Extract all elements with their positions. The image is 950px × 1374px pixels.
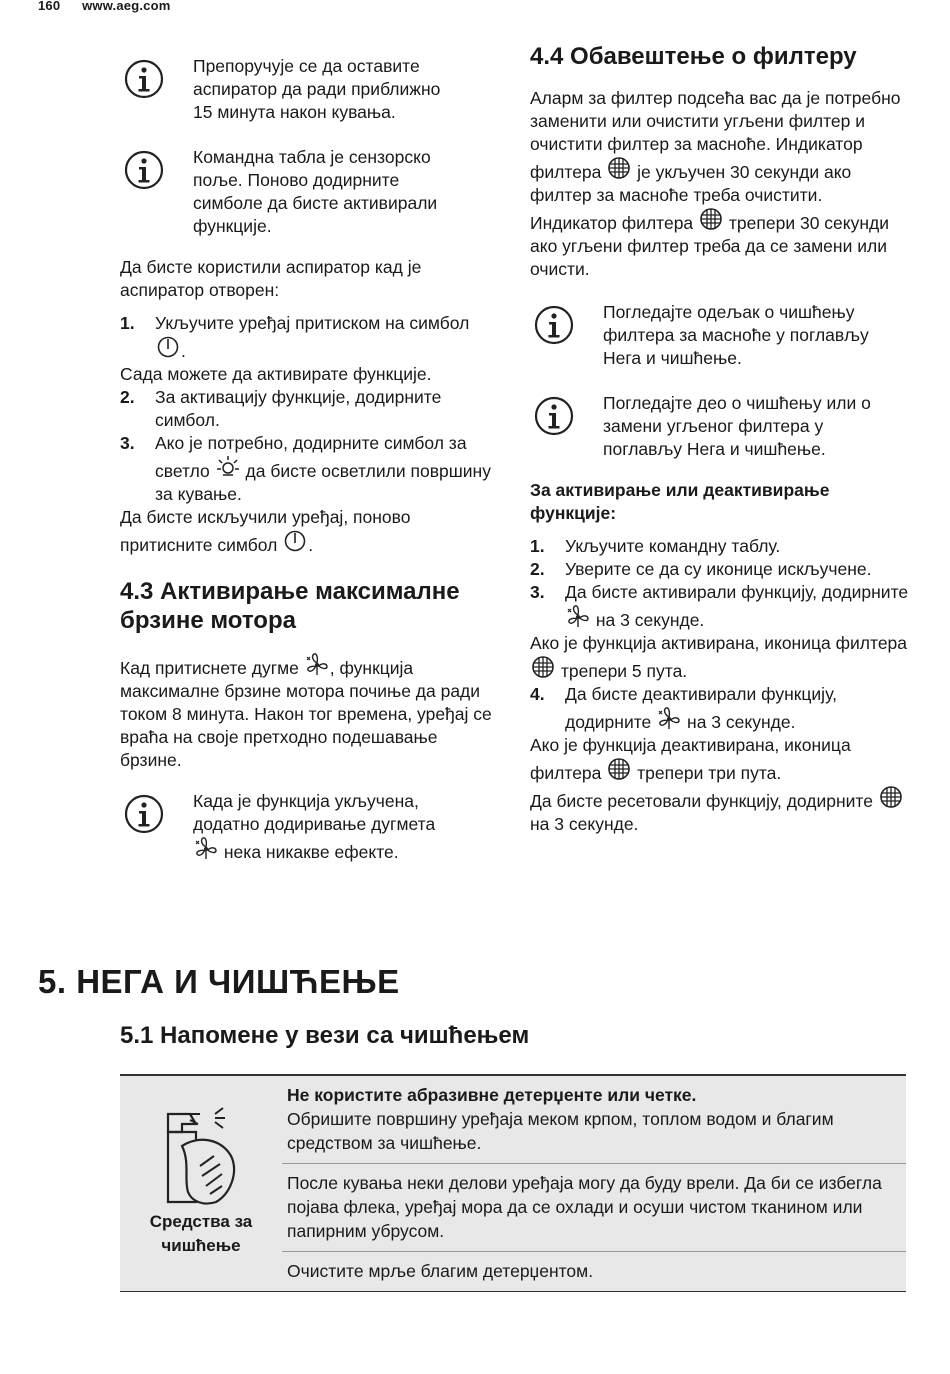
off-text-body: Да бисте искључили уређај, поново притисните симбол	[120, 507, 411, 555]
step-number: 2.	[530, 559, 545, 579]
filter-icon	[607, 156, 631, 180]
section-heading-5-1: 5.1 Напомене у вези са чишћењем	[120, 1022, 530, 1049]
note-text: Погледајте део о чишћењу или о замени угљеног филтера у поглављу Нега и чишћење.	[603, 393, 871, 459]
off-text: Да бисте искључили уређај, поново притисните симбол .	[120, 507, 411, 555]
info-note	[120, 146, 500, 238]
paragraph-text: Кад притиснете дугме	[120, 658, 299, 678]
list-item	[530, 535, 910, 558]
cleaning-agent-cell	[120, 1076, 282, 1291]
step-note	[530, 734, 910, 785]
info-note	[120, 55, 500, 124]
row-text: Обришите површину уређаја меком крпом, топлом водом и благим средством за чишћење.	[287, 1109, 834, 1153]
step-number: 1.	[530, 536, 545, 556]
site-url: www.aeg.com	[82, 0, 171, 13]
step-text: Да бисте активирали функцију, додирните	[565, 582, 909, 602]
step-number: 3.	[530, 582, 545, 602]
paragraph	[120, 652, 500, 772]
step-text: да бисте осветлили површину за кување.	[155, 461, 491, 504]
cleaning-spray-icon	[160, 1106, 240, 1206]
list-item	[120, 432, 500, 506]
step-text: Ако је потребно, додирните симбол за светло	[155, 433, 467, 481]
page-number: 160	[38, 0, 61, 13]
note-text: Погледајте одељак о чишћењу филтера за масноће у поглављу Нега и чишћење.	[603, 302, 869, 368]
right-column	[530, 42, 910, 836]
filter-icon	[699, 207, 723, 231]
info-note	[530, 301, 910, 370]
table-row	[282, 1164, 906, 1252]
fan-boost-icon	[566, 604, 590, 628]
paragraph-text: је укључен 30 секунди ако филтер за масноће треба очистити. Индикатор филтера	[530, 162, 852, 233]
step-text: на 3 секунде.	[595, 610, 705, 630]
step-note: Сада можете да активирате функције.	[120, 364, 432, 384]
step-number: 2.	[120, 387, 135, 407]
paragraph-text: , функција максималне брзине мотора почиње да ради током 8 минута. Након тог времена, уређај се враћа на своје претходно подешавање брзине.	[120, 658, 492, 770]
fan-boost-icon	[194, 836, 218, 860]
note-text: нека никакве ефекте.	[223, 842, 399, 862]
filter-icon	[607, 757, 631, 781]
step-note-text: Ако је функција деактивирана, иконица филтера	[530, 735, 851, 783]
info-icon	[124, 794, 164, 834]
step-text: Уверите се да су иконице искључене.	[565, 559, 872, 579]
step-number: 4.	[530, 684, 545, 704]
step-note	[530, 632, 910, 683]
power-icon	[283, 529, 307, 553]
info-icon	[534, 396, 574, 436]
power-icon	[156, 335, 180, 359]
left-column	[120, 55, 500, 864]
chapter-title: 5. НЕГА И ЧИШЋЕЊЕ	[38, 963, 400, 1000]
step-note-text: трепери 5 пута.	[560, 661, 688, 681]
paragraph-text: Аларм за филтер подсећа вас да је потребно заменити или очистити угљени филтер и очистити филтер за масноће. Индикатор филтера	[530, 88, 901, 182]
step-text: Да бисте деактивирали функцију, додирните	[565, 684, 837, 732]
page-header	[38, 0, 189, 13]
note-text: Препоручује се да оставите аспиратор да ради приближно 15 минута након кувања.	[193, 56, 441, 122]
step-text: За активацију функције, додирните симбол.	[155, 387, 442, 430]
list-item: 1. Укључите уређај притиском на симбол .	[120, 313, 470, 361]
list-item	[530, 581, 910, 632]
filter-icon	[879, 785, 903, 809]
table-row	[282, 1252, 906, 1291]
subheading: За активирање или деактивирање функције:	[530, 480, 830, 523]
reset-text	[530, 785, 910, 836]
section-heading-4-4: 4.4 Обавештење о филтеру	[530, 43, 857, 70]
step-note-text: Ако је функција активирана, иконица филтера	[530, 633, 908, 653]
info-note	[120, 790, 500, 864]
note-text: Командна табла је сензорско поље. Поново додирните симболе да бисте активирали функције.	[193, 147, 438, 236]
info-icon	[124, 59, 164, 99]
paragraph	[530, 87, 910, 281]
fan-boost-icon	[657, 706, 681, 730]
step-text: на 3 секунде.	[687, 712, 796, 732]
cleaning-table	[120, 1074, 906, 1292]
cleaning-agent-caption: Средства за чишћење	[149, 1212, 253, 1255]
list-item	[530, 683, 910, 734]
intro-text: Да бисте користили аспиратор кад је аспиратор отворен:	[120, 257, 422, 300]
reset-text-body: на 3 секунде.	[530, 814, 639, 834]
note-text: Када је функција укључена, додатно додиривање дугмета	[193, 791, 436, 834]
table-row	[282, 1076, 906, 1164]
step-number: 3.	[120, 433, 135, 453]
row-text: Очистите мрље благим детерџентом.	[287, 1261, 594, 1281]
section-heading-4-3: 4.3 Активирање максималне брзине мотора	[120, 578, 460, 634]
fan-boost-icon	[305, 652, 329, 676]
table-rows	[282, 1076, 906, 1291]
step-text: Укључите уређај притиском на симбол	[155, 313, 470, 333]
step-number: 1.	[120, 313, 135, 333]
list-item	[120, 386, 500, 432]
list-item	[530, 558, 910, 581]
step-text: Укључите командну таблу.	[565, 536, 781, 556]
info-note	[530, 392, 910, 461]
reset-text-body: Да бисте ресетовали функцију, додирните	[530, 791, 873, 811]
step-note-text: трепери три пута.	[637, 763, 782, 783]
paragraph-text: трепери 30 секунди ако угљени филтер треба да се замени или очисти.	[530, 213, 890, 279]
row-text: После кувања неки делови уређаја могу да буду врели. Да би се избегла појава флека, уређај мора да се охлади и осуши чистом тканином или папирним убрусом.	[287, 1173, 882, 1241]
info-icon	[124, 150, 164, 190]
light-icon	[216, 455, 240, 479]
row-heading: Не користите абразивне детерџенте или четке.	[287, 1085, 697, 1105]
filter-icon	[531, 655, 555, 679]
info-icon	[534, 305, 574, 345]
